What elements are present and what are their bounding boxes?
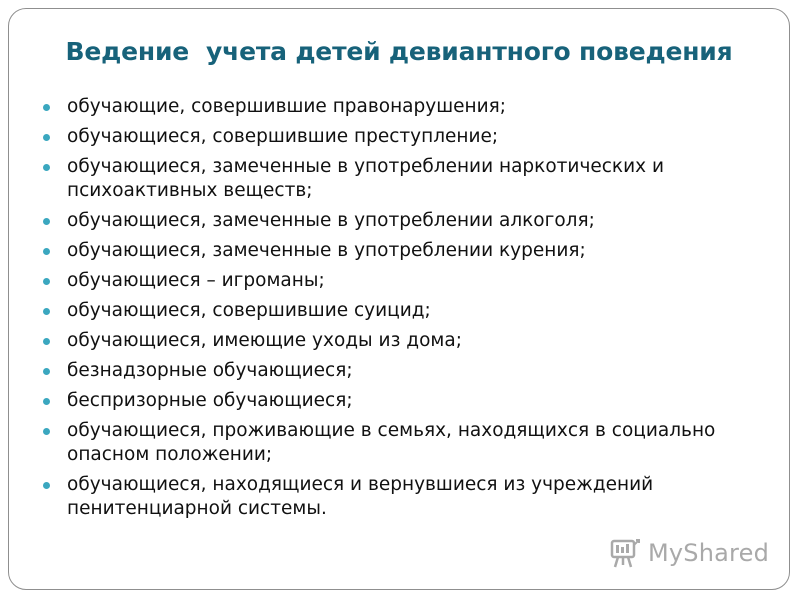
bullet-text: обучающиеся, совершившие суицид; (67, 300, 431, 321)
bullet-item (41, 269, 761, 293)
myshared-logo-icon (608, 536, 642, 570)
bullet-item (41, 359, 761, 383)
myshared-watermark (608, 536, 769, 570)
bullet-dot-icon (43, 482, 50, 489)
slide-frame (8, 8, 790, 590)
bullet-item (41, 389, 761, 413)
bullet-dot-icon (43, 278, 50, 285)
bullet-text: обучающиеся, находящиеся и вернувшиеся из учреждений пенитенциарной системы. (67, 474, 654, 519)
bullet-text: обучающие, совершившие правонарушения; (67, 96, 507, 117)
slide-title: Ведение учета детей девиантного поведения (65, 37, 733, 66)
bullet-dot-icon (43, 218, 50, 225)
bullet-text: обучающиеся – игроманы; (67, 270, 325, 291)
bullet-dot-icon (43, 368, 50, 375)
bullet-item (41, 329, 761, 353)
bullet-text: обучающиеся, замеченные в употреблении курения; (67, 240, 586, 261)
bullet-item (41, 209, 761, 233)
bullet-dot-icon (43, 428, 50, 435)
bullet-item (41, 125, 761, 149)
bullet-item (41, 155, 761, 203)
bullet-item (41, 473, 761, 521)
bullet-text: обучающиеся, имеющие уходы из дома; (67, 330, 462, 351)
bullet-item (41, 239, 761, 263)
bullet-text: обучающиеся, проживающие в семьях, находящихся в социально опасном положении; (67, 420, 716, 465)
bullet-list (41, 95, 761, 527)
bullet-dot-icon (43, 398, 50, 405)
bullet-item (41, 95, 761, 119)
bullet-dot-icon (43, 164, 50, 171)
bullet-dot-icon (43, 338, 50, 345)
bullet-text: беспризорные обучающиеся; (67, 390, 353, 411)
bullet-dot-icon (43, 248, 50, 255)
bullet-text: обучающиеся, замеченные в употреблении наркотических и психоактивных веществ; (67, 156, 664, 201)
bullet-item (41, 299, 761, 323)
watermark-text: MyShared (648, 539, 770, 567)
bullet-dot-icon (43, 104, 50, 111)
bullet-dot-icon (43, 308, 50, 315)
bullet-text: безнадзорные обучающиеся; (67, 360, 353, 381)
bullet-item (41, 419, 761, 467)
bullet-dot-icon (43, 134, 50, 141)
bullet-text: обучающиеся, замеченные в употреблении алкоголя; (67, 210, 595, 231)
bullet-text: обучающиеся, совершившие преступление; (67, 126, 499, 147)
